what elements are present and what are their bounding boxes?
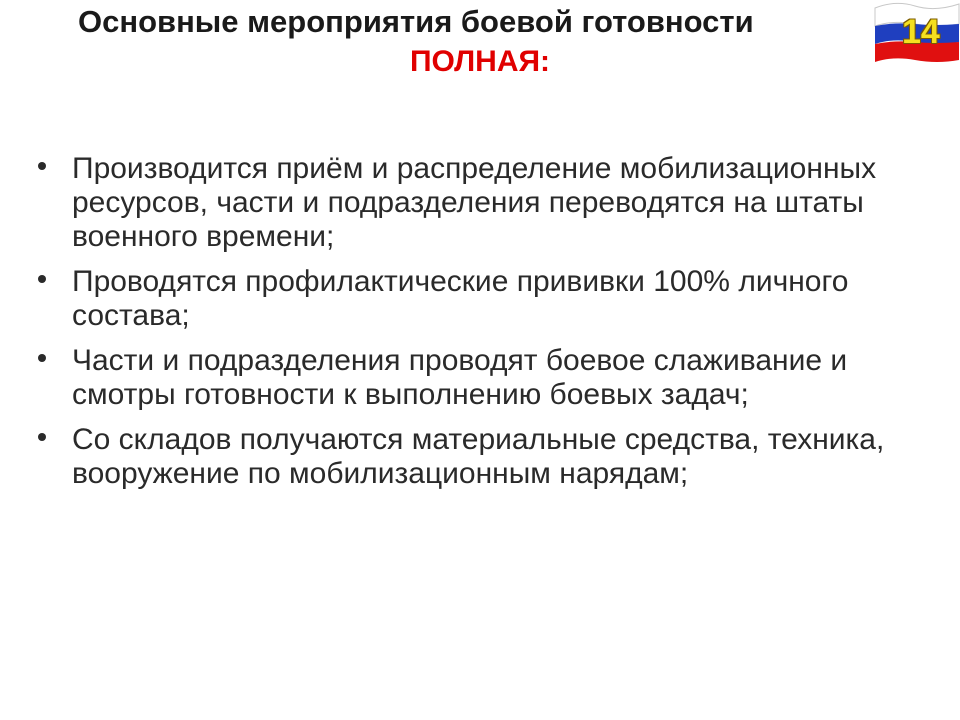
slide-subtitle: ПОЛНАЯ:	[409, 45, 551, 78]
list-item	[0, 423, 960, 491]
bullet-icon	[38, 433, 46, 441]
bullet-text: Части и подразделения проводят боевое слаживание и смотры готовности к выполнению боевых задач;	[72, 344, 848, 411]
list-item	[0, 265, 960, 333]
bullet-list	[0, 152, 960, 502]
bullet-text: Со складов получаются материальные средства, техника, вооружение по мобилизационным нарядам;	[72, 423, 885, 490]
bullet-icon	[38, 162, 46, 170]
bullet-text: Производится приём и распределение мобилизационных ресурсов, части и подразделения переводятся на штаты военного времени;	[72, 152, 877, 253]
list-item	[0, 152, 960, 254]
slide-number: 14	[902, 13, 940, 51]
list-item	[0, 344, 960, 412]
slide-title: Основные мероприятия боевой готовности	[78, 4, 754, 39]
bullet-icon	[38, 354, 46, 362]
bullet-text: Проводятся профилактические прививки 100% личного состава;	[72, 265, 849, 332]
bullet-icon	[38, 275, 46, 283]
